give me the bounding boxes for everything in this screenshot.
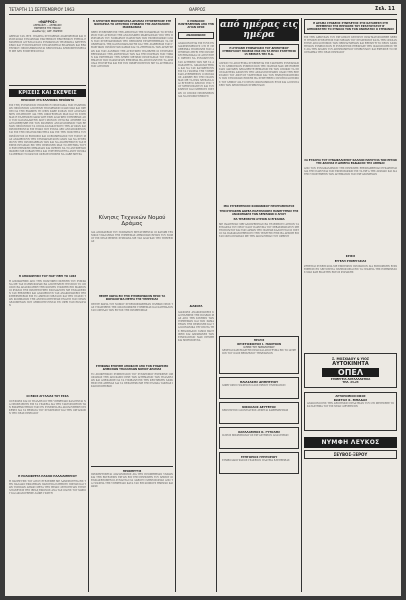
column-1 (9, 18, 86, 592)
article-body: ΖΗΤΕΙΤΑΙ ΣΥΝΕΡΓΑΣΙΑ ΜΕ ΕΜΠΕΙΡΟΝ ΠΡΟΣΩΠΟΝ ΔΙΑ ΕΜΠΟΡΙΚΗΝ ΕΠΙΧΕΙΡΗΣΙΝ ΕΝ ΛΕΙΤΟΥΡΓΙΑ ΠΛΗΡΟΦΟΡΙΑΙ ΕΙΣ ΤΑ ΓΡΑΦΕΙΑ ΤΗΣ ΕΦΗΜΕΡΙΔΟΣ ΜΑΣ ΚΑΘ ΕΚΑΣΤΗΝ ΕΚΤΟΣ ΚΥΡΙΑΚΗΣ (304, 265, 397, 275)
small-heading: ΔΙΑΦΟΡΑ (189, 305, 203, 308)
article-body: ΕΙΣ ΤΗΝ ΑΙΘΟΥΣΑΝ ΤΟΥ ΕΡΓΑΤΙΚΟΥ ΚΕΝΤΡΟΥ ΠΡΑΓΜΑΤΟΠΟΙΗΘΗ ΧΘΕΣ Η ΓΕΝΙΚΗ ΣΥΝΕΛΕΥΣΙΣ ΤΩΝ ΜΕΛΩΝ ΤΟΥ ΣΥΝΔΕΣΜΟΥ ΚΑΤΑ ΤΗΝ ΟΠΟΙΑΝ ΕΓΙΝΕ ΑΠΟΛΟΓΙΣΜΟΣ ΤΩΝ ΠΕΠΡΑΓΜΕΝΩΝ ΚΑΙ ΕΞΕΛΕΓΗ ΤΟ ΝΕΟΝ ΔΙΟΙΚΗΤΙΚΟΝ ΣΥΜΒΟΥΛΙΟΝ Η ΣΥΝΕΛΕΥΣΙΣ ΕΞΕΦΡΑΣΕ ΤΗΝ ΙΚΑΝΟΠΟΙΗΣΙΝ ΤΗΣ ΔΙΑ ΤΗΝ ΔΡΑΣΙΝ ΤΟΥ ΑΠΕΡΧΟΜΕΝΟΥ ΣΥΜΒΟΥΛΙΟΥ ΚΑΙ ΕΨΗΦΙΣΕ ΤΟ ΠΡΟΓΡΑΜΜΑ ΤΗΣ ΝΕΑΣ ΠΕΡΙΟΔΟΥ (304, 36, 397, 55)
masthead-line: ΑΘΗΝΑΪΚΗ — ΑΘΗΝΑΙΟΣ (33, 24, 62, 27)
small-heading: ΠΡΟΚΗΡΥΞΙΣ (122, 469, 142, 473)
notice-box (219, 336, 299, 374)
header-date: ΤΕΤΑΡΤΗ 11 ΣΕΠΤΕΜΒΡΙΟΥ 1963 (9, 7, 75, 12)
article-body: ΜΕ ΙΔΙΑΙΤΕΡΑΝ ΜΕΓΑΛΟΠΡΕΠΕΙΑΝ ΘΑ ΤΕΛΕΣΘΟΥΝ ΑΥΡΙΟΝ ΤΑ ΕΓΚΑΙΝΙΑ ΤΟΥ ΝΕΟΥ ΝΑΟΥ ΠΑΡΟΥΣΙΑ ΤΟΥ ΣΕΒΑΣΜΙΩΤΑΤΟΥ ΜΗΤΡΟΠΟΛΙΤΟΥ ΚΑΙ ΤΩΝ ΑΡΧΩΝ ΤΗΣ ΠΟΛΕΩΣ ΚΑΛΟΥΝΤΑΙ ΟΙ ΠΙΣΤΟΙ ΝΑ ΠΑΡΑΚΟΛΟΥΘΗΣΟΥΝ ΤΗΝ ΤΕΛΕΤΗΝ ΗΤΙΣ ΘΑ ΑΡΧΙΣΗ ΕΙΣ ΤΑΣ ΟΚΤΩ ΠΡΩΙΝΑΣ ΜΕ ΤΗΝ ΑΚΟΛΟΥΘΙΑΝ ΤΟΥ ΟΡΘΡΟΥ (219, 223, 299, 239)
article-heading: Ο ΜΟΝΑΧΟΣ ΠΑΝΤΕΛΕΗΜΩΝ ΑΠΟ ΤΗΝ ΑΓΙΑΝ ΟΡΟΣ (178, 20, 214, 29)
page-header (9, 6, 397, 14)
notice-line: ΙΑΤΡΟΣ ΤΟΥ ΠΑΘΟΛΟΓΙΚΟΥ (243, 346, 275, 349)
notice-name: ΚΩΣΤΑΣ Χ. ΜΠΑΔΑΣ (333, 398, 368, 402)
header-page-number: Σελ. 11 (375, 6, 395, 12)
column-2 (91, 18, 173, 592)
article-body: ΠΡΟΚΗΡΥΣΣΕΤΑΙ ΔΙΑΓΩΝΙΣΜΟΣ ΔΙΑ ΤΗΝ ΠΡΟΜΗΘΕΙΑΝ ΥΛΙΚΩΝ ΚΑΙ ΤΗΝ ΕΚΤΕΛΕΣΙΝ ΕΡΓΩΝ ΕΙΣ ΤΗΝ ΠΕΡΙΟΧΗΝ ΤΟΥ ΔΗΜΟΥ ΟΙ ΕΝΔΙΑΦΕΡΟΜΕΝΟΙ ΔΥΝΑΝΤΑΙ ΝΑ ΛΑΒΟΥΝ ΠΛΗΡΟΦΟΡΙΑΣ ΑΠΟ ΤΑ ΓΡΑΦΕΙΑ ΤΗΣ ΥΠΗΡΕΣΙΑΣ ΚΑΤΑ ΤΑΣ ΕΡΓΑΣΙΜΟΥΣ ΗΜΕΡΑΣ ΚΑΙ ΩΡΑΣ (91, 472, 173, 488)
article-heading: ΘΑ ΤΕΛΕΣΘΟΥΝ ΑΥΡΙΟΝ ΑΙ ΕΓΚΑΙΝΙΑ (233, 218, 285, 221)
article-body: ΕΙΣ ΤΗΝ ΣΥΓΧΡΟΝΟΝ ΕΠΟΧΗΝ Η ΠΡΟΣΤΑΣΙΑ ΤΩΝ ΕΛΛΗΝΙΚΩΝ ΠΡΟΪΟΝΤΩΝ ΑΠΟΤΕΛΕΙ ΥΠΟΧΡΕΩΣΙΝ ΟΛΩΝ ΜΑΣ ΚΑΙ ΠΡΕΠΕΙ ΝΑ ΤΗΝ ΕΧΩΜΕΝ ΥΠ ΟΨΙΝ ΚΑΘΕ ΦΟΡΑΝ ΠΟΥ ΑΓΟΡΑΖΟΜΕΝ ΟΤΙΔΗΠΟΤΕ ΔΙΑ ΤΗΝ ΟΙΚΟΓΕΝΕΙΑΝ ΜΑΣ ΚΑΙ ΤΟ ΣΠΙΤΙ ΜΑΣ Η ΕΛΛΗΝΙΚΗ ΠΑΡΑΓΩΓΗ ΕΧΕΙ ΑΝΑΓΚΗΝ ΣΤΗΡΙΞΕΩΣ ΑΠΟ ΤΟΝ ΚΑΤΑΝΑΛΩΤΗΝ ΔΙΟΤΙ ΜΟΝΟΝ ΟΥΤΩ ΘΑ ΔΥΝΗΘΗ ΝΑ ΑΝΤΑΠΕΞΕΛΘΗ ΕΙΣ ΤΟΝ ΣΚΛΗΡΟΝ ΑΝΤΑΓΩΝΙΣΜΟΝ ΤΩΝ ΞΕΝΩΝ ΠΡΟΪΟΝΤΩΝ ΤΑ ΟΠΟΙΑ ΚΑΤΑΚΛΥΖΟΥΝ ΤΗΝ ΑΓΟΡΑΝ ΚΑΙ ΠΡΟΣΦΕΡΟΝΤΑΙ ΕΙΣ ΤΙΜΑΣ ΠΟΥ ΣΥΧΝΑ ΔΕΝ ΑΝΤΑΠΟΚΡΙΝΟΝΤΑΙ ΕΙΣ ΤΗΝ ΠΡΑΓΜΑΤΙΚΟΤΗΤΑ ΚΑΙ ΕΙΣ ΤΗΝ ΠΟΙΟΤΗΤΑ ΤΟΥ ΠΡΟΪΟΝΤΟΣ ΟΙ ΕΜΠΟΡΟΙ ΚΑΙ ΟΙ ΒΙΟΜΗΧΑΝΟΙ ΤΟΥ ΤΟΠΟΥ ΜΑΣ ΑΝΑΜΕΝΟΥΝ ΤΗΝ ΣΥΜΠΑΡΑΣΤΑΣΙΝ ΟΛΩΝ ΔΙΑ ΝΑ ΣΥΝΕΧΙΣΟΥΝ ΤΗΝ ΠΡΟΣΠΑΘΕΙΑΝ ΤΩΝ ΚΑΙ ΝΑ ΔΙΑΤΗΡΗΣΟΥΝ ΤΑΣ ΘΕΣΕΙΣ ΕΡΓΑΣΙΑΣ ΕΙΣ ΤΗΝ ΠΕΡΙΟΧΗΝ ΜΑΣ ΤΟ ΖΗΤΗΜΑ ΤΟΥΤΟ ΕΧΕΙ ΕΘΝΙΚΗΝ ΣΗΜΑΣΙΑΝ ΚΑΙ ΠΡΕΠΕΙ ΝΑ ΤΟ ΑΝΤΙΜΕΤΩΠΙΣΩΜΕΝ ΜΕ ΣΟΒΑΡΟΤΗΤΑ ΚΑΙ ΥΠΕΥΘΥΝΟΤΗΤΑ ΑΝΕΥ ΠΡΟΚΑΤΑΛΗΨΕΩΝ ΤΟ ΚΡΑΤΟΣ ΟΦΕΙΛΕΙ ΕΠΙΣΗΣ ΝΑ ΛΑΒΗ ΜΕΤΡΑ (9, 103, 86, 157)
article-heading: ΠΡΟΣΟΧΗ ΣΤΑ ΕΛΛΗΝΙΚΑ ΠΡΟΪΟΝΤΑ (20, 98, 75, 102)
article-heading: Η ΑΠΟΧΩΡΗΣΙΣ ΤΟΥ ΠΑΡ' ΠΕΡΙ ΤΟ 1963 (18, 274, 77, 278)
section-title: ΚΡΙΣΕΙΣ ΚΑΙ ΣΚΕΨΕΙΣ (9, 89, 86, 97)
article-body: ΟΙ ΕΦΟΡΟΙ ΚΑΙ ΟΙ ΥΠΑΛΛΗΛΟΙ ΤΗΣ ΥΠΗΡΕΣΙΑΣ ΚΑΛΟΥΝΤΑΙ ΝΑ ΠΡΟΣΕΛΘΟΥΝ ΕΙΣ ΤΑ ΓΡΑΦΕΙΑ ΔΙΑ ΤΗΝ ΤΑΚΤΟΠΟΙΗΣΙΝ ΤΩΝ ΕΚΚΡΕΜΟΤΗΤΩΝ ΤΩΝ ΕΝ ΣΥΝΕΧΕΙΑ ΘΑ ΑΚΟΛΟΥΘΗΣΗ ΣΥΣΚΕΨΙΣ ΔΙΑ ΤΑ ΘΕΜΑΤΑ ΤΟΥ ΣΥΝΔΕΣΜΟΥ ΚΑΙ ΤΗΝ ΟΡΓΑΝΩΣΙΝ ΤΗΣ ΝΕΑΣ ΠΕΡΙΟΔΟΥ (9, 399, 86, 415)
article-body: ΧΘΕΣ ΣΥΝΕΡΧΘΗ ΕΙΣ ΤΗΝ ΑΙΘΟΥΣΑΝ ΤΗΣ ΝΟΜΑΡΧΙΑΣ ΤΟ ΣΥΝΕΔΡΙΟΝ ΤΩΝ ΑΓΡΟΤΩΝ ΤΗΣ ΑΝΑΤΟΛΙΚΗΣ ΜΑΚΕΔΟΝΙΑΣ ΥΠΟ ΤΗΝ ΠΡΟΕΔΡΙΑΝ ΤΟΥ ΝΟΜΑΡΧΟΥ ΠΑΡΟΝΤΩΝ ΤΩΝ ΕΚΠΡΟΣΩΠΩΝ ΟΛΩΝ ΤΩΝ ΣΥΝΕΤΑΙΡΙΣΜΩΝ ΤΗΣ ΠΕΡΙΟΧΗΣ ΕΣΥΖΗΤΗΘΗΣΑΝ ΤΑ ΠΡΟΒΛΗΜΑΤΑ ΤΗΣ ΚΑΠΝΟΠΑΡΑΓΩΓΗΣ ΚΑΙ ΤΗΣ ΔΙΑΘΕΣΕΩΣ ΤΩΝ ΓΕΩΡΓΙΚΩΝ ΠΡΟΪΟΝΤΩΝ ΚΑΘΩΣ ΚΑΙ ΤΑ ΖΗΤΗΜΑΤΑ ΤΩΝ ΑΡΔΕΥΣΕΩΝ ΚΑΙ ΤΩΝ ΔΑΝΕΙΩΝ ΤΗΣ ΑΓΡΟΤΙΚΗΣ ΤΡΑΠΕΖΗΣ ΟΙ ΣΥΝΕΔΡΟΙ ΕΞΕΦΡΑΣΑΝ ΤΗΝ ΑΝΗΣΥΧΙΑΝ ΤΩΝ ΔΙΑ ΤΗΝ ΠΟΡΕΙΑΝ ΤΩΝ ΤΙΜΩΝ ΚΑΙ ΕΖΗΤΗΣΑΝ ΤΗΝ ΛΗΨΙΝ ΜΕΤΡΩΝ ΠΡΟΣΤΑΣΙΑΣ ΤΟΥ ΕΙΣΟΔΗΜΑΤΟΣ ΤΩΝ ΠΑΡΑΓΩΓΩΝ ΨΗΦΙΣΜΑ ΘΑ ΑΠΟΣΤΑΛΗ ΕΙΣ ΤΑ ΑΡΜΟΔΙΑ ΥΠΟΥΡΓΕΙΑ ΚΑΙ ΕΙΣ ΤΟΝ ΠΡΩΘΥΠΟΥΡΓΟΝ ΜΕ ΤΑ ΑΙΤΗΜΑΤΑ ΤΩΝ ΑΓΡΟΤΩΝ (91, 31, 173, 69)
divider (9, 85, 86, 86)
ad-title-dark: ΝΥΜΦΗ ΛΕΥΚΟΣ (304, 437, 397, 448)
notice-name: ΗΛΙΑΣΑΚΗΣ ΔΗΜΗΤΡΙΟΥ (239, 380, 279, 384)
small-heading: ΚΡΙΣΙΣ (345, 255, 356, 258)
notice-body: ΔΙΚΗΓΟΡΟΣ ΓΡΑΦΕΙΟΝ ΟΔΟΣ ΕΡΜΟΥ ΤΗΛΕΦΩΝΟΝ (222, 384, 286, 387)
column-4 (219, 18, 299, 592)
ad-phone: ΤΗΛ. 23-23 (342, 381, 359, 384)
boxed-heading: Η ΑΥΡΙΑΝΗ ΣΥΝΕΔΡΙΑΣΙΣ ΤΟΥ ΔΗΜΟΤΙΚΟΥ ΣΥΜΒΟΥΛΙΟΥ ΠΟΛΕΩΣ ΜΑΣ ΜΑ ΤΑ ΠΡΟΣ ΣΥΖΗΤΗΣΙΝ 15 ΘΕΜΑΤΑ ΤΗΣ Η.Δ. (219, 44, 299, 59)
ad-company: Σ. ΜΟΣΧΙΔΟΥ & ΥΙΟΣ (331, 357, 370, 361)
article-heading: ΜΙΑ ΣΥΓΚΕΝΤΡΩΣΙΣ ΚΟΙΝΩΝΙΚΟΥ ΠΡΟΓΡΑΜΜΑΤΟΣ (223, 205, 295, 208)
notice-title: ΠΡΑΞΙΣ (253, 339, 265, 342)
article-body: Η ΠΑΝΗΓΥΡΙΣ ΤΟΥ ΑΓΙΟΥ ΕΤΕΛΕΣΘΗ ΜΕ ΛΑΜΠΡΟΤΗΤΑ ΕΙΣ ΤΗΝ ΠΑΛΑΙΑΝ ΕΚΚΛΗΣΙΑΝ ΠΑΡΟΥΣΙΑ ΠΛΗΘΟΥΣ ΠΙΣΤΩΝ ΚΑΙ ΤΩΝ ΤΟΠΙΚΩΝ ΑΡΧΩΝ ΜΕΤΑ ΤΗΝ ΘΕΙΑΝ ΛΕΙΤΟΥΡΓΙΑΝ ΕΓΙΝΕ ΛΙΤΑΝΕΥΣΙΣ ΤΗΣ ΙΕΡΑΣ ΕΙΚΟΝΟΣ ΑΝΑ ΤΑΣ ΟΔΟΥΣ ΤΟΥ ΧΩΡΙΟΥ ΚΑΙ ΑΚΟΛΟΥΘΗΣΕ ΛΑΪΚΗ ΓΙΟΡΤΗ (9, 479, 86, 495)
article-body: Η ΑΠΟΧΩΡΗΣΙΣ ΑΠΟ ΤΗΝ ΠΟΛΙΤΙΚΗΝ ΣΚΗΝΗΝ ΤΟΥ ΣΥΜΦΩΝΑ ΜΕ ΤΑΣ ΠΛΗΡΟΦΟΡΙΑΣ ΘΑ ΑΠΟΤΕΛΕΣΗ ΓΕΓΟΝΟΣ ΤΟ ΟΠΟΙΟΝ ΘΑ ΑΠΑΣΧΟΛΗΣΗ ΤΗΝ ΚΟΙΝΗΝ ΓΝΩΜΗΝ ΕΠΙ ΜΑΚΡΟΝ ΟΙ ΚΥΚΛΟΙ ΤΗΣ ΠΡΩΤΕΥΟΥΣΗΣ ΣΧΟΛΙΑΖΟΥΝ ΜΕ ΕΝΔΙΑΦΕΡΟΝ ΤΑΣ ΕΞΕΛΙΞΕΙΣ ΚΑΙ ΑΝΑΜΕΝΟΥΝ ΤΑΣ ΑΝΑΚΟΙΝΩΣΕΙΣ ΤΗΣ ΚΥΒΕΡΝΗΣΕΩΣ ΕΙΣ ΤΟ ΑΜΕΣΟΝ ΜΕΛΛΟΝ ΚΑΙ ΤΗΝ ΣΤΑΣΙΝ ΤΩΝ ΚΟΜΜΑΤΩΝ ΤΗΣ ΑΝΤΙΠΟΛΙΤΕΥΣΕΩΣ ΕΝΑΝΤΙ ΤΩΝ ΝΕΩΝ ΔΕΔΟΜΕΝΩΝ ΠΟΥ ΔΗΜΙΟΥΡΓΟΥΝΤΑΙ ΕΝ ΟΨΕΙ ΤΩΝ ΕΚΛΟΓΩΝ (9, 279, 86, 308)
column-rule (175, 18, 176, 592)
masthead-line: ΕΦΗΜΕΡΙΣ ΤΗΣ ΠΡΩΙΑΣ (34, 27, 61, 30)
article-body: ΔΙΑΦΟΡΟΙ ΑΝΑΚΟΙΝΩΣΕΙΣ ΚΑΙ ΕΙΔΗΣΕΙΣ ΤΗΣ ΠΟΛΕΩΣ ΜΑΣ ΑΠΟ ΤΗΝ ΚΙΝΗΣΙΝ ΤΩΝ ΥΠΗΡΕΣΙΩΝ ΚΑΙ ΤΩΝ ΣΩΜΑΤΕΙΩΝ ΤΗΣ ΠΕΡΙΟΧΗΣ ΚΑΙ ΤΑ ΚΟΙΝΩΝΙΚΑ ΓΕΓΟΝΟΤΑ ΤΗΣ ΕΒΔΟΜΑΔΟΣ ΓΑΜΟΙ ΒΑΠΤΙΣΕΙΣ ΚΑΙ ΑΡΡΑΒΩΝΕΣ ΤΩΝ ΣΥΜΠΟΛΙΤΩΝ ΜΑΣ ΠΕΝΘΗ ΚΑΙ ΜΝΗΜΟΣΥΝΑ (178, 311, 214, 342)
ad-title: ΑΥΤΟΚΙΝΗΤΑ (332, 361, 369, 367)
article-body: ΑΝΑΚΟΙΝΟΥΤΑΙ ΕΙΣ ΤΟΥΣ ΕΝΔΙΑΦΕΡΟΜΕΝΟΥΣ ΟΤΙ Η ΠΡΟΘΕΣΜΙΑ ΥΠΟΒΟΛΗΣ ΤΩΝ ΑΙΤΗΣΕΩΝ ΛΗΓΕΙ ΤΗΝ ΠΡΟΣΕΧΗ ΕΒΔΟΜΑΔΑ ΟΙ ΑΙΤΟΥΝΤΕΣ ΠΡΕΠΕΙ ΝΑ ΣΥΝΟΔΕΥΟΥΝ ΤΑΣ ΑΙΤΗΣΕΙΣ ΤΩΝ ΜΕ ΤΑ ΑΠΑΡΑΙΤΗΤΑ ΔΙΚΑΙΟΛΟΓΗΤΙΚΑ ΚΑΙ ΝΑ ΤΑΣ ΚΑΤΑΘΕΣΟΥΝ ΕΙΣ ΤΑ ΓΡΑΦΕΙΑ ΤΗΣ ΥΠΗΡΕΣΙΑΣ ΑΥΘΗΜΕΡΟΝ Ο ΜΟΝΑΧΟΣ ΑΦΙΧΘΗ ΕΙΣ ΤΗΝ ΠΟΛΙΝ ΜΑΣ ΜΕ ΤΑ ΙΕΡΑ ΛΕΙΨΑΝΑ ΚΑΙ ΕΓΕΝΕΤΟ ΔΕΚΤΟΣ ΥΠΟ ΤΟΥ ΜΗΤΡΟΠΟΛΙΤΟΥ ΚΑΙ ΤΟΥ ΚΛΗΡΟΥ ΚΑΙ ΠΛΗΘΟΥΣ ΠΙΣΤΩΝ ΟΙ ΟΠΟΙΟΙ ΠΡΟΣΗΛΘΟΝ ΔΙΑ ΝΑ ΠΡΟΣΚΥΝΗΣΟΥΝ (178, 42, 214, 98)
notice-body: ΔΕΧΕΤΑΙ ΚΑΘ ΕΚΑΣΤΗΝ ΠΡΩΙ ΚΑΙ ΑΠΟΓΕΥΜΑ ΕΙΣ ΤΟ ΙΑΤΡΕΙΟΝ ΤΟΥ ΟΔΟΣ ΒΕΝΙΖΕΛΟΥ ΤΗΛΕΦΩΝΟΝ (222, 349, 296, 356)
article-heading: Η ΠΟΛΙΟΦΡΕΤΑ ΠΑΣΑΝΙ ΠΑΛΑΙΑΜΠΕΣΟΥ (18, 474, 77, 478)
notice-box (219, 402, 299, 424)
masthead-details: ΑΘΗΝΑΙ ΤΑΧ. ΘΥΡ. ΓΡΑΦΕΙΑ ΣΥΝΤΑΞΕΩΣ ΔΙΑΧΕΙΡΙΣΕΩΣ ΚΑΙ ΠΡΟΣΤΑΣΙΑΣ ΣΥΝΔΡΟΜΑΙ ΕΣΩΤΕΡΙΚΟΥ ΕΞΩΤΕΡΙΚΟΥ ΕΤΗΣΙΑ ΕΞΑΜΗΝΟΣ ΑΓΓΕΛΙΑΙ ΚΑΤΑ ΣΥΜΦΩΝΙΑΝ ΤΗΛΕΦΩΝΑ ΔΙΕΥΘΥΝΣΕΩΣ ΚΑΙ ΤΥΠΟΓΡΑΦΕΙΟΥ ΣΥΝΔΡΟΜΗΤΑΙ ΕΠΑΡΧΙΩΝ ΚΑΙ ΕΞΩΤΕΡΙΚΟΥ ΠΡΟΠΛΗΡΩΝΟΝΤΑΙ ΧΕΙΡΟΓΡΑΦΑ ΔΗΜΟΣΙΕΥΟΜΕΝΑ Η ΜΗ ΔΕΝ ΕΠΙΣΤΡΕΦΟΝΤΑΙ (9, 35, 86, 54)
notice-title: ΑΡΤΟΠΟΙΕΙΟΝ ΝΙΚΟΣ (335, 395, 366, 398)
notice-body: ΧΕΙΡΟΥΡΓΟΣ ΟΔΟΝΤΙΑΤΡΟΣ ΔΕΧΕΤΑΙ ΚΑΘΗΜΕΡΙΝΩΣ (222, 409, 289, 412)
notice-name: ΓΡΗΓΟΡΙΟΣ ΓΡΗΓΟΡΙΟΥ (240, 455, 278, 459)
article-heading: ΤΗΝ ΚΥΡΙΑΚΗΝ ΔΩΡΕΑ ΠΟΛΥΠΛΟΚΗΣ ΠΑΝΗΓΥΡΕΩΣ ΤΗΣ ΑΝΑΚΟΜΙΔΗΣ ΤΩΝ ΛΕΙΨΑΝΩΝ Ο ΑΓΙΟΥ (219, 210, 299, 216)
article-heading: ΠΕΝΤΕ ΧΩΡΙΑ ΕΙΣ ΤΗΝ ΣΥΜΜΟΡΦΩΣΙΝ ΠΡΟΣ ΤΑ ΦΟΡΟΛΟΓΙΚΑ ΜΕΤΡΑ ΤΗΣ ΥΠΗΡΕΣΙΑΣ (98, 295, 166, 301)
notice-box (219, 377, 299, 399)
notice-body: ΣΥΜΒΟΛΑΙΟΓΡΑΦΟΣ ΓΡΑΦΕΙΟΝ ΠΛΑΤΕΙΑ ΕΛΕΥΘΕΡΙΑΣ (222, 459, 290, 462)
boxed-heading: Η ΔΡΑΜΑ ΣΥΝΔΕΣΙΣ ΣΥΝΕΛΕΥΣΙΣ ΣΤΙΣ ΚΑΤΑΘΕΣΗ ΣΤΗ ΠΡΕΜΠΡΟΣ ΤΗΣ ΠΕΡΙΟΧΗΣ ΤΟΥ ΕΚΤΑΤΟΤΑΤΟΥ Β' ΔΗΜΟΚΡΑΤΗΣ ΤΟ ΣΥΝΟΛΟ ΤΟΝ ΤΟΝ ΟΝΟΜΑΤΟΣ Ο ΣΤΕΦΑΝΟΣ (304, 19, 397, 34)
article-body: ΠΕΝΤΕ ΧΩΡΙΑ ΤΟΥ ΝΟΜΟΥ ΣΥΝΕΜΟΡΦΩΘΗΣΑΝ ΠΛΗΡΩΣ ΠΡΟΣ ΤΑΣ ΥΠΟΔΕΙΞΕΙΣ ΤΗΣ ΟΙΚΟΝΟΜΙΚΗΣ ΥΠΗΡΕΣΙΑΣ ΚΑΙ ΚΑΤΕΒΑΛΟΝ ΤΑΣ ΟΦΕΙΛΑΣ ΤΩΝ ΕΝΤΟΣ ΤΗΣ ΠΡΟΘΕΣΜΙΑΣ (91, 303, 173, 313)
notice-box (219, 427, 299, 449)
article-heading: ΣΑ ΕΥΧΑΡΙΑ ΤΟΥ ΣΥΝΔΙΚΑΛΙΣΜΟΥ ΚΑΛΛΩΝ ΠΑΡΟΥΣΙΑ ΤΩΝ ΕΡΓΩΝ ΤΗΣ ΔΡΑΜΑΣ Η ΔΙΜΕΡΙΑ ΕΚΔΙΔΟΣΙΣ ΤΗΣ ΑΘΗΝΑΣ (304, 159, 397, 165)
column-rule (88, 18, 89, 592)
notice-name: ΧΑΡΑΛΑΜΠΟΣ Κ. ΓΥΤΟΛΗΣ (238, 430, 280, 434)
small-heading: ΕΓΓΕΛΗ ΣΥΝΕΡΓΑΣΙΑΣ (334, 260, 367, 263)
advertisement (304, 353, 397, 388)
article-body: ΑΥΡΙΟΝ ΤΟ ΑΠΟΓΕΥΜΑ ΣΥΝΕΡΧΕΤΑΙ ΕΙΣ ΤΑΚΤΙΚΗΝ ΣΥΝΕΔΡΙΑΣΙΝ ΤΟ ΔΗΜΟΤΙΚΟΝ ΣΥΜΒΟΥΛΙΟΝ ΤΗΣ ΠΟΛΕΩΣ ΜΑΣ ΜΕ ΗΜΕΡΗΣΙΑΝ ΔΙΑΤΑΞΙΝ ΔΕΚΑΠΕΝΤΕ ΘΕΜΑΤΩΝ ΕΚ ΤΩΝ ΟΠΟΙΩΝ ΤΑ ΣΠΟΥΔΑΙΟΤΕΡΑ ΑΦΟΡΟΥΝ ΤΗΝ ΑΣΦΑΛΤΟΣΤΡΩΣΙΝ ΟΔΩΝ ΤΗΝ ΕΠΕΚΤΑΣΙΝ ΤΟΥ ΔΙΚΤΥΟΥ ΥΔΡΕΥΣΕΩΣ ΚΑΙ ΤΟΝ ΗΛΕΚΤΡΟΦΩΤΙΣΜΟΝ ΤΩΝ ΣΥΝΟΙΚΙΩΝ ΕΠΙΣΗΣ ΘΑ ΣΥΖΗΤΗΘΗ Ο ΠΡΟΫΠΟΛΟΓΙΣΜΟΣ ΤΟΥ ΔΗΜΟΥ ΔΙΑ ΤΟ ΝΕΟΝ ΟΙΚΟΝΟΜΙΚΟΝ ΕΤΟΣ ΚΑΙ ΑΙ ΠΡΟΤΑΣΕΙΣ ΤΩΝ ΔΗΜΟΤΙΚΩΝ ΣΥΜΒΟΥΛΩΝ (219, 62, 299, 87)
newspaper-page (5, 4, 401, 596)
notice-body: ΑΝΑΚΟΙΝΟΙ ΕΙΣ ΤΗΝ ΑΞΙΟΤΙΜΟΝ ΠΕΛΑΤΕΙΑΝ ΤΟΥ ΟΤΙ ΜΕΤΕΦΕΡΕ ΤΟ ΚΑΤΑΣΤΗΜΑ ΤΟΥ ΕΙΣ ΝΕΑΝ ΔΙΕΥΘΥΝΣΙΝ (307, 402, 394, 409)
notice-body: ΙΑΤΡΟΣ ΜΙΚΡΟΒΙΟΛΟΓΟΣ ΕΡΓΑΣΤΗΡΙΟΝ ΑΝΑΛΥΣΕΩΝ (222, 434, 289, 437)
article-heading: ΟΙ ΕΦΟΣ ΑΓΓΑΛΙΑΣ ΤΟΥ ΕΣΚΑ (26, 394, 69, 398)
ad-subtitle-boxed: ΣΕΥΒΟΣ-ΞΕΡΟΥ (304, 450, 397, 459)
masthead-line: Διευθυντής: ΑΝΤ. ΘΑΡΡΟΣ (32, 30, 63, 33)
article-body: ΤΟ ΔΙΟΙΚΗΤΙΚΟΝ ΣΥΜΒΟΥΛΙΟΝ ΤΟΥ ΣΥΝΔΕΣΜΟΥ ΕΝΕΚΡΙΝΕ ΟΜΟΦΩΝΩΣ ΤΗΝ ΑΠΟΦΑΣΙΝ ΠΕΡΙ ΤΩΝ ΑΙΤΗΜΑΤΩΝ ΤΩΝ ΥΠΑΛΛΗΛΩΝ ΚΑΙ ΑΠΕΦΑΣΙΣΕ ΝΑ ΤΑ ΥΠΟΒΑΛΗ ΕΙΣ ΤΗΝ ΚΕΝΤΡΙΚΗΝ ΔΙΟΙΚΗΣΙΝ ΕΙΣ ΑΘΗΝΑΣ ΔΙΑ ΤΑ ΠΕΡΑΙΤΕΡΩ ΜΕ ΤΗΝ ΕΛΠΙΔΑ ΤΑΧΕΙΑΣ ΙΚΑΝΟΠΟΙΗΣΕΩΣ (91, 373, 173, 389)
notice-name: ΧΡΙΣΤΟΦΟΡΟΣ Ι. ΠΑΝΤΙΟΝ (236, 342, 282, 346)
column-3 (178, 18, 214, 592)
header-rule (9, 14, 397, 15)
ad-subtitle: ΣΥΝΕΡΓΕΙΑ ΑΝΤΑΛΛΑΚΤΙΚΑ (330, 378, 371, 381)
notice-name: ΝΙΚΟΛΑΟΣ ΔΕΥΤΕΡΟΣ (242, 405, 276, 409)
article-heading: Η ΑΓΡΟΤΙΚΗ ΜΙΚΡΟΦΡΑΓΚΑ ΔΡΑΜΑΣ ΣΥΓΚΕΝΤΡΩΣΕ ΣΤΗ ΝΟΜΑΡΧΙΑ ΤΟ ΑΓΡΟΤΙΚΟ ΣΥΝΕΔΡΙΟ ΤΗΣ ΑΝΑΤΟΛΙΚΗΣ ΜΑΚΕΔΟΝΙΑΣ (92, 20, 172, 29)
article-body: ΔΙΑ ΑΠΟΦΑΣΕΩΣ ΤΟΥ ΝΟΜΑΡΧΟΥ ΜΕΤΑΤΙΘΕΝΤΑΙ ΟΙ ΚΑΤΩΘΙ ΤΕΧΝΙΚΟΙ ΥΠΑΛΛΗΛΟΙ ΤΗΣ ΥΠΗΡΕΣΙΑΣ ΔΗΜΟΣΙΩΝ ΕΡΓΩΝ ΤΟΥ ΝΟΜΟΥ ΕΙΣ ΝΕΑΣ ΘΕΣΕΙΣ ΣΥΜΦΩΝΑ ΜΕ ΤΑΣ ΑΝΑΓΚΑΣ ΤΗΣ ΥΠΗΡΕΣΙΑΣ (91, 231, 173, 244)
ad-brand: ΟΠΕΛ (322, 368, 379, 377)
masthead-title: «ΘΑΡΡΟΣ» (38, 20, 57, 24)
banner-title: από ημέρας εις ημέρα (219, 20, 299, 40)
boxed-heading: ΑΝΑΚΟΙΝΩΣΙΣ (178, 32, 214, 39)
header-paper-name: ΘΑΡΡΟΣ (189, 7, 206, 12)
column-rule (216, 18, 217, 592)
column-rule (301, 18, 302, 592)
column-5 (304, 18, 397, 592)
divider (91, 466, 173, 467)
center-title: Κίνησις Τεχνικών Νομού Δράμας (98, 215, 166, 227)
notice-box (219, 452, 299, 474)
notice-box (304, 392, 397, 431)
article-heading: ΣΥΜΦΩΝΑ ΕΓΚΡΙΘΗ ΑΠΟΦΑΣΗ ΑΠΟ ΤΟΝ ΣΥΝΔΕΣΜΟ ΔΗΜΟΣΙΩΝ ΥΠΑΛΛΗΛΩΝ ΝΟΜΟΥ ΔΡΑΜΑΣ (95, 365, 169, 371)
article-body: ΑΠΟ ΤΟΝ ΣΥΝΔΙΚΑΛΙΣΜΟΝ ΤΗΣ ΠΕΡΙΟΧΗΣ ΕΞΕΦΡΑΣΘΗΣΑΝ ΕΥΧΑΡΙΣΤΙΑΙ ΔΙΑ ΤΗΝ ΠΑΡΟΥΣΙΑ ΤΩΝ ΕΚΠΡΟΣΩΠΩΝ ΕΙΣ ΤΑ ΕΡΓΑ ΤΗΣ ΔΡΑΜΑΣ ΚΑΙ ΔΙΑ ΤΗΝ ΥΠΟΣΤΗΡΙΞΙΝ ΤΩΝ ΑΙΤΗΜΑΤΩΝ ΤΩΝ ΕΡΓΑΖΟΜΕΝΩΝ (304, 167, 397, 177)
